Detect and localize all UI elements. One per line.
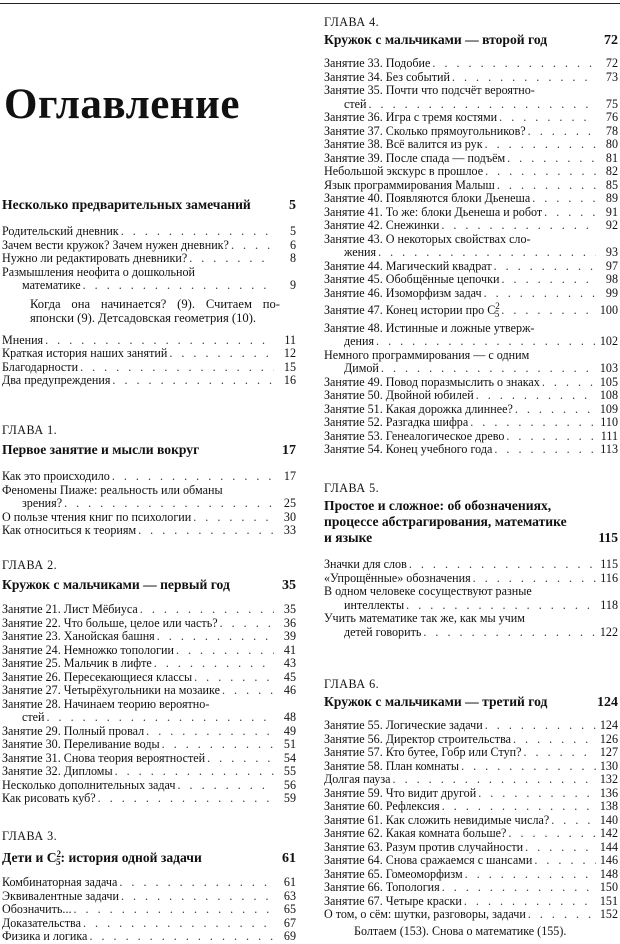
entry-title: Занятие 24. Немножко топологии — [2, 642, 174, 657]
entry-page: 73 — [605, 69, 618, 84]
toc-entry[interactable] — [324, 800, 618, 814]
entry-page: 108 — [599, 388, 618, 402]
entry-title: Эквивалентные задачи — [2, 888, 119, 903]
dot-leader — [478, 787, 596, 801]
entry-title: Занятие 56. Директор строительства — [324, 731, 511, 746]
toc-entry[interactable] — [324, 787, 618, 801]
dot-leader — [513, 733, 596, 747]
dot-leader — [74, 903, 275, 917]
dot-leader — [484, 287, 596, 301]
chapter-label: ГЛАВА 5. — [324, 481, 380, 495]
dot-leader — [222, 684, 274, 698]
dot-leader — [115, 765, 274, 779]
dot-leader — [140, 603, 274, 617]
entry-page: 81 — [605, 150, 618, 165]
dot-leader — [528, 125, 596, 139]
dot-leader — [494, 260, 596, 274]
chapter-title[interactable]: Кружок с мальчиками — третий год 124 — [324, 694, 618, 710]
entry-title: Доказательства — [2, 915, 81, 930]
toc-entry-continuation[interactable]: математике . . . 9 — [2, 279, 296, 293]
dot-leader — [507, 152, 596, 166]
toc-entry[interactable]: Занятие 35. Почти что подсчёт вероятно- — [324, 84, 535, 97]
footer-note: Болтаем (153). Снова о математике (155). — [354, 924, 567, 938]
toc-entry[interactable]: Как это происходило . . . 17 — [2, 470, 296, 484]
entry-title: Занятие 49. Повод поразмыслить о знаках — [324, 374, 540, 389]
dot-leader — [121, 890, 274, 904]
entry-page: 76 — [605, 110, 618, 124]
toc-entry[interactable] — [324, 260, 618, 274]
dot-leader — [464, 895, 596, 909]
entry-page: 69 — [283, 929, 296, 943]
entry-title: Занятие 38. Всё валится из рук — [324, 137, 483, 151]
entry-title: Значки для слов — [324, 557, 407, 571]
chapter-label: ГЛАВА 2. — [2, 558, 58, 572]
toc-entry[interactable] — [2, 917, 296, 931]
entry-page: 89 — [605, 191, 618, 205]
toc-entry[interactable] — [2, 765, 296, 779]
entry-title: Зачем вести кружок? Зачем нужен дневник? — [2, 237, 229, 252]
toc-entry[interactable]: Занятие 47. Конец истории про $C^2_5$ . . . 100 — [324, 300, 618, 322]
chapter-title[interactable]: Кружок с мальчиками — второй год 72 — [324, 32, 618, 48]
dot-leader — [98, 792, 274, 806]
top-rule — [0, 3, 620, 4]
toc-entry[interactable]: В одном человеке сосуществуют разные — [324, 585, 532, 598]
toc-entry[interactable]: Занятие 43. О некоторых свойствах сло- — [324, 232, 531, 246]
entry-page: 110 — [600, 415, 618, 429]
entry-page: 111 — [600, 428, 618, 443]
toc-entry-continuation[interactable]: стей . . . 75 — [324, 98, 618, 112]
toc-entry[interactable] — [2, 752, 296, 766]
dot-leader — [83, 917, 274, 931]
toc-entry[interactable] — [324, 138, 618, 152]
entry-title: Занятие 51. Какая дорожка длиннее? — [324, 401, 513, 416]
dot-leader — [176, 644, 274, 658]
toc-entry[interactable] — [324, 125, 618, 139]
dot-leader — [146, 725, 274, 739]
entry-title: Занятие 42. Снежинки — [324, 218, 440, 232]
toc-entry[interactable]: Как относиться к теориям . . . 33 — [2, 524, 296, 538]
dot-leader — [506, 430, 596, 444]
entry-title: Занятие 44. Магический квадрат — [324, 258, 492, 273]
entry-page: 78 — [605, 123, 618, 138]
dot-leader — [465, 868, 596, 882]
entry-page: 35 — [283, 602, 296, 616]
entry-page: 12 — [283, 346, 296, 360]
chapter-2-entries-2 — [2, 725, 296, 806]
toc-entry[interactable] — [2, 630, 296, 644]
entry-title: Благодарности — [2, 359, 79, 374]
entry-page: 144 — [599, 839, 618, 854]
entry-page: 98 — [605, 272, 618, 286]
toc-entry[interactable] — [324, 881, 618, 895]
entry-title: «Упрощённые» обозначения — [324, 570, 471, 585]
chapter-5 — [324, 481, 618, 639]
entry-title: Занятие 65. Гомеоморфизм — [324, 866, 463, 881]
entry-title: Занятие 63. Разум против случайности — [324, 839, 524, 854]
toc-entry-continuation[interactable]: дения . . . 102 — [324, 335, 618, 349]
toc-entry-continuation[interactable]: интеллекты . . . 118 — [324, 599, 618, 613]
toc-entry[interactable] — [324, 908, 618, 922]
entry-title: Физика и логика — [2, 929, 88, 943]
toc-entry[interactable] — [324, 416, 618, 430]
entry-page: 151 — [599, 893, 618, 908]
toc-entry[interactable] — [2, 725, 296, 739]
dot-leader — [544, 206, 596, 220]
toc-entry[interactable]: Немного программирования — с одним — [324, 348, 530, 362]
dot-leader — [409, 558, 596, 572]
toc-entry-continuation[interactable]: Димой . . . 103 — [324, 362, 618, 376]
dot-leader — [485, 165, 596, 179]
toc-entry[interactable] — [2, 617, 296, 631]
entry-title: Родительский дневник — [2, 224, 119, 238]
toc-entry[interactable] — [324, 57, 618, 71]
dot-leader — [542, 376, 596, 390]
entry-title: Краткая история наших занятий — [2, 346, 168, 360]
toc-entry[interactable] — [2, 890, 296, 904]
entry-page: 54 — [283, 750, 296, 765]
reflections-note: Когда она начинается? (9). Считаем по-японски (9). Детсадовская геометрия (10). — [30, 296, 280, 325]
entry-page: 113 — [600, 442, 618, 456]
toc-entry[interactable]: Феномены Пиаже: реальность или обманы — [2, 483, 223, 497]
toc-entry[interactable] — [2, 361, 296, 375]
entry-title: Занятие 57. Кто бутее, Гобр или Ступ? — [324, 745, 522, 759]
entry-title: Мнения — [2, 332, 44, 347]
entry-page: 46 — [283, 683, 296, 697]
entry-title: Занятие 50. Двойной юбилей — [324, 388, 474, 402]
dot-leader — [461, 760, 596, 774]
dot-leader — [501, 273, 596, 287]
entry-title: Занятие 25. Мальчик в лифте — [2, 656, 152, 670]
dot-leader — [80, 361, 274, 375]
chapter-title[interactable]: Первое занятие и мысли вокруг 17 — [2, 442, 296, 458]
entry-page: 51 — [283, 737, 296, 751]
toc-entry[interactable] — [324, 558, 618, 572]
chapter-title[interactable]: Кружок с мальчиками — первый год 35 — [2, 577, 296, 593]
entry-page: 15 — [283, 359, 296, 374]
entry-title: Занятие 36. Игра с тремя костями — [324, 110, 498, 124]
entry-page: 136 — [599, 785, 618, 800]
entry-title: Занятие 58. План комнаты — [324, 758, 460, 773]
entry-page: 65 — [283, 902, 296, 916]
entry-title: Занятие 30. Переливание воды — [2, 737, 160, 751]
entry-page: 97 — [605, 258, 618, 273]
toc-entry[interactable] — [324, 219, 618, 233]
dot-leader — [442, 800, 596, 814]
entry-title: Занятие 52. Разгадка шифра — [324, 415, 469, 429]
intro-entry-list — [2, 225, 296, 266]
toc-entry[interactable] — [324, 814, 618, 828]
entry-page: 5 — [289, 224, 296, 238]
toc-entry[interactable] — [324, 287, 618, 301]
dot-leader — [452, 71, 596, 85]
entry-title: Два предупреждения — [2, 373, 111, 387]
entry-page: 148 — [599, 866, 618, 881]
entry-title: Нужно ли редактировать дневники? — [2, 251, 188, 265]
entry-title: Занятие 59. Что видит другой — [324, 785, 477, 800]
entry-title: Занятие 33. Подобие — [324, 56, 431, 70]
entry-page: 138 — [599, 799, 618, 813]
entry-page: 41 — [283, 642, 296, 657]
entry-title: Занятие 45. Обобщённые цепочки — [324, 272, 500, 286]
entry-page: 116 — [600, 570, 618, 585]
entry-title: Занятие 66. Топология — [324, 880, 440, 894]
chapter-2 — [2, 558, 296, 806]
entry-page: 59 — [283, 791, 296, 805]
entry-title: Занятие 39. После спада — подъём — [324, 150, 506, 165]
toc-entry[interactable] — [324, 430, 618, 444]
toc-entry[interactable] — [2, 738, 296, 752]
dot-leader — [476, 389, 596, 403]
toc-entry-continuation[interactable]: жения . . . 93 — [324, 246, 618, 260]
toc-entry[interactable] — [324, 152, 618, 166]
dot-leader — [508, 827, 596, 841]
toc-entry[interactable] — [324, 841, 618, 855]
toc-entry[interactable] — [324, 389, 618, 403]
toc-entry[interactable] — [2, 374, 296, 388]
entry-page: 45 — [283, 669, 296, 684]
entry-page: 126 — [599, 731, 618, 746]
toc-entry[interactable] — [2, 792, 296, 806]
toc-entry[interactable]: Занятие 28. Начинаем теорию вероятно- — [2, 697, 210, 711]
toc-entry-continuation[interactable]: стей . . . 48 — [2, 711, 296, 725]
entry-page: 109 — [599, 401, 618, 416]
toc-entry[interactable] — [2, 334, 296, 348]
toc-entry[interactable] — [2, 347, 296, 361]
toc-entry[interactable] — [324, 746, 618, 760]
toc-entry[interactable] — [2, 671, 296, 685]
chapter-label: ГЛАВА 6. — [324, 677, 380, 691]
entry-page: 132 — [599, 772, 618, 786]
dot-leader — [497, 179, 596, 193]
entry-page: 150 — [599, 880, 618, 894]
dot-leader — [162, 738, 274, 752]
toc-entry[interactable] — [2, 239, 296, 253]
toc-entry[interactable]: О пользе чтения книг по психологии . . . 30 — [2, 511, 296, 525]
toc-entry[interactable] — [324, 733, 618, 747]
entry-page: 85 — [605, 177, 618, 192]
entry-page: 115 — [600, 557, 618, 571]
entry-page: 43 — [283, 656, 296, 670]
dot-leader — [112, 374, 274, 388]
entry-page: 140 — [599, 812, 618, 827]
chapter-title[interactable]: Дети и $C^2_5$: история одной задачи 61 — [2, 849, 296, 867]
toc-entry[interactable] — [324, 868, 618, 882]
entry-page: 39 — [283, 629, 296, 643]
dot-leader — [119, 876, 274, 890]
entry-title: Занятие 21. Лист Мёбиуса — [2, 602, 138, 616]
toc-entry[interactable] — [324, 403, 618, 417]
toc-entry[interactable] — [2, 684, 296, 698]
entry-title: Занятие 34. Без событий — [324, 69, 450, 84]
dot-leader — [89, 930, 274, 944]
page-title: Оглавление — [4, 81, 240, 128]
entry-page: 56 — [283, 777, 296, 792]
toc-entry-continuation[interactable]: детей говорить . . . 122 — [324, 626, 618, 640]
entry-title: Занятие 41. То же: блоки Дьенеша и робот — [324, 204, 543, 219]
toc-entry[interactable] — [324, 192, 618, 206]
toc-entry[interactable]: Занятие 48. Истинные и ложные утверж- — [324, 321, 535, 335]
dot-leader — [189, 252, 274, 266]
toc-entry[interactable] — [2, 930, 296, 944]
chapter-label: ГЛАВА 3. — [2, 829, 58, 843]
entry-title: Занятие 61. Как сложить невидимые числа? — [324, 812, 550, 827]
dot-leader — [485, 719, 596, 733]
toc-entry[interactable] — [324, 443, 618, 457]
intro-entry-list-2 — [2, 334, 296, 388]
dot-leader — [194, 671, 274, 685]
toc-entry[interactable]: Учить математике так же, как мы учим — [324, 612, 525, 625]
entry-page: 127 — [599, 745, 618, 759]
chapter-label: ГЛАВА 4. — [324, 15, 380, 29]
entry-page: 130 — [599, 758, 618, 773]
entry-page: 99 — [605, 285, 618, 300]
toc-entry[interactable] — [324, 827, 618, 841]
entry-title: Занятие 31. Снова теория вероятностей — [2, 750, 206, 765]
entry-page: 49 — [283, 723, 296, 738]
chapter-label: ГЛАВА 1. — [2, 423, 58, 437]
entry-title: Занятие 27. Четырёхугольники на мозаике — [2, 683, 220, 697]
entry-page: 80 — [605, 137, 618, 151]
entry-title: Занятие 64. Снова сражаемся с шансами — [324, 853, 533, 867]
entry-title: Язык программирования Малыш — [324, 177, 495, 192]
toc-entry[interactable] — [324, 572, 618, 586]
dot-leader — [207, 752, 274, 766]
entry-title: Занятие 53. Генеалогическое древо — [324, 428, 505, 443]
entry-page: 6 — [289, 237, 296, 252]
entry-title: Занятие 37. Сколько прямоугольников? — [324, 123, 526, 138]
toc-entry[interactable] — [2, 225, 296, 239]
entry-page: 92 — [605, 218, 618, 232]
toc-entry[interactable] — [324, 179, 618, 193]
dot-leader — [432, 57, 596, 71]
toc-entry[interactable] — [324, 376, 618, 390]
entry-page: 142 — [599, 826, 618, 840]
entry-title: Обозначить... — [2, 902, 72, 916]
chapter-6 — [324, 677, 618, 938]
dot-leader — [442, 881, 596, 895]
toc-entry[interactable] — [2, 657, 296, 671]
toc-entry[interactable] — [2, 779, 296, 793]
entry-page: 82 — [605, 164, 618, 178]
toc-entry[interactable] — [324, 895, 618, 909]
entry-page: 152 — [599, 907, 618, 921]
chapter-2-entries — [2, 603, 296, 698]
entry-page: 67 — [283, 915, 296, 930]
dot-leader — [121, 225, 274, 239]
dot-leader — [523, 746, 596, 760]
dot-leader — [157, 630, 274, 644]
entry-title: Комбинаторная задача — [2, 875, 118, 889]
entry-page: 63 — [283, 888, 296, 903]
entry-title: Занятие 26. Пересекающиеся классы — [2, 669, 193, 684]
toc-entry[interactable] — [324, 273, 618, 287]
entry-title: Занятие 62. Какая комната больше? — [324, 826, 507, 840]
dot-leader — [169, 347, 274, 361]
dot-leader — [532, 192, 596, 206]
dot-leader — [499, 111, 596, 125]
entry-title: Занятие 23. Ханойская башня — [2, 629, 155, 643]
entry-page: 146 — [599, 853, 618, 867]
entry-title: Занятие 55. Логические задачи — [324, 718, 483, 732]
toc-entry[interactable] — [324, 206, 618, 220]
entry-title: Занятие 32. Дипломы — [2, 764, 113, 778]
entry-page: 36 — [283, 615, 296, 630]
entry-page: 91 — [605, 204, 618, 219]
toc-entry[interactable] — [324, 854, 618, 868]
dot-leader — [45, 334, 274, 348]
dot-leader — [494, 443, 596, 457]
dot-leader — [525, 841, 596, 855]
toc-entry[interactable] — [2, 252, 296, 266]
entry-page: 11 — [284, 332, 296, 347]
dot-leader — [551, 814, 596, 828]
dot-leader — [441, 219, 596, 233]
entry-title: Занятие 40. Появляются блоки Дьенеша — [324, 191, 531, 205]
entry-page: 72 — [605, 56, 618, 70]
entry-page: 8 — [289, 251, 296, 265]
chapter-4 — [324, 15, 618, 457]
dot-leader — [177, 779, 274, 793]
entry-title: Небольшой экскурс в прошлое — [324, 164, 484, 178]
toc-entry[interactable] — [2, 876, 296, 890]
entry-title: Занятие 46. Изоморфизм задач — [324, 285, 482, 300]
entry-title: Занятие 60. Рефлексия — [324, 799, 440, 813]
entry-title: Занятие 29. Полный провал — [2, 723, 145, 738]
entry-page: 16 — [283, 373, 296, 387]
dot-leader — [473, 572, 596, 586]
entry-title: Долгая пауза — [324, 772, 391, 786]
chapter-3 — [2, 829, 296, 944]
dot-leader — [485, 138, 596, 152]
dot-leader — [470, 416, 596, 430]
toc-entry[interactable] — [324, 111, 618, 125]
chapter-3-entries — [2, 876, 296, 944]
toc-entry[interactable] — [2, 644, 296, 658]
toc-entry[interactable] — [2, 903, 296, 917]
dot-leader — [393, 773, 596, 787]
dot-leader — [154, 657, 274, 671]
toc-entry[interactable] — [2, 603, 296, 617]
entry-title: Несколько дополнительных задач — [2, 777, 176, 792]
dot-leader — [528, 908, 596, 922]
toc-entry[interactable] — [324, 760, 618, 774]
toc-entry[interactable] — [324, 165, 618, 179]
intro-section — [2, 197, 296, 388]
entry-page: 105 — [599, 374, 618, 389]
toc-entry[interactable] — [324, 719, 618, 733]
intro-heading[interactable]: Несколько предварительных замечаний 5 — [2, 197, 296, 213]
toc-entry[interactable] — [324, 71, 618, 85]
entry-title: О том, о сём: шутки, разговоры, задачи — [324, 907, 526, 921]
dot-leader — [534, 854, 596, 868]
entry-title: Как рисовать куб? — [2, 791, 96, 805]
entry-title: Занятие 54. Конец учебного года — [324, 442, 493, 456]
dot-leader — [231, 239, 274, 253]
toc-entry[interactable]: Размышления неофита о дошкольной — [2, 265, 196, 279]
dot-leader — [515, 403, 596, 417]
entry-page: 124 — [599, 718, 618, 732]
entry-title: Занятие 67. Четыре краски — [324, 893, 462, 908]
entry-page: 55 — [283, 764, 296, 778]
chapter-title[interactable]: Простое и сложное: об обозначениях, процессе абстрагирования, математике и языке 115 — [324, 498, 618, 545]
entry-title: Занятие 22. Что больше, целое или часть? — [2, 615, 218, 630]
toc-entry-continuation[interactable]: зрения? . . . 25 — [2, 497, 296, 511]
entry-page: 61 — [283, 875, 296, 889]
dot-leader — [220, 617, 274, 631]
toc-entry[interactable] — [324, 773, 618, 787]
chapter-1 — [2, 423, 296, 538]
